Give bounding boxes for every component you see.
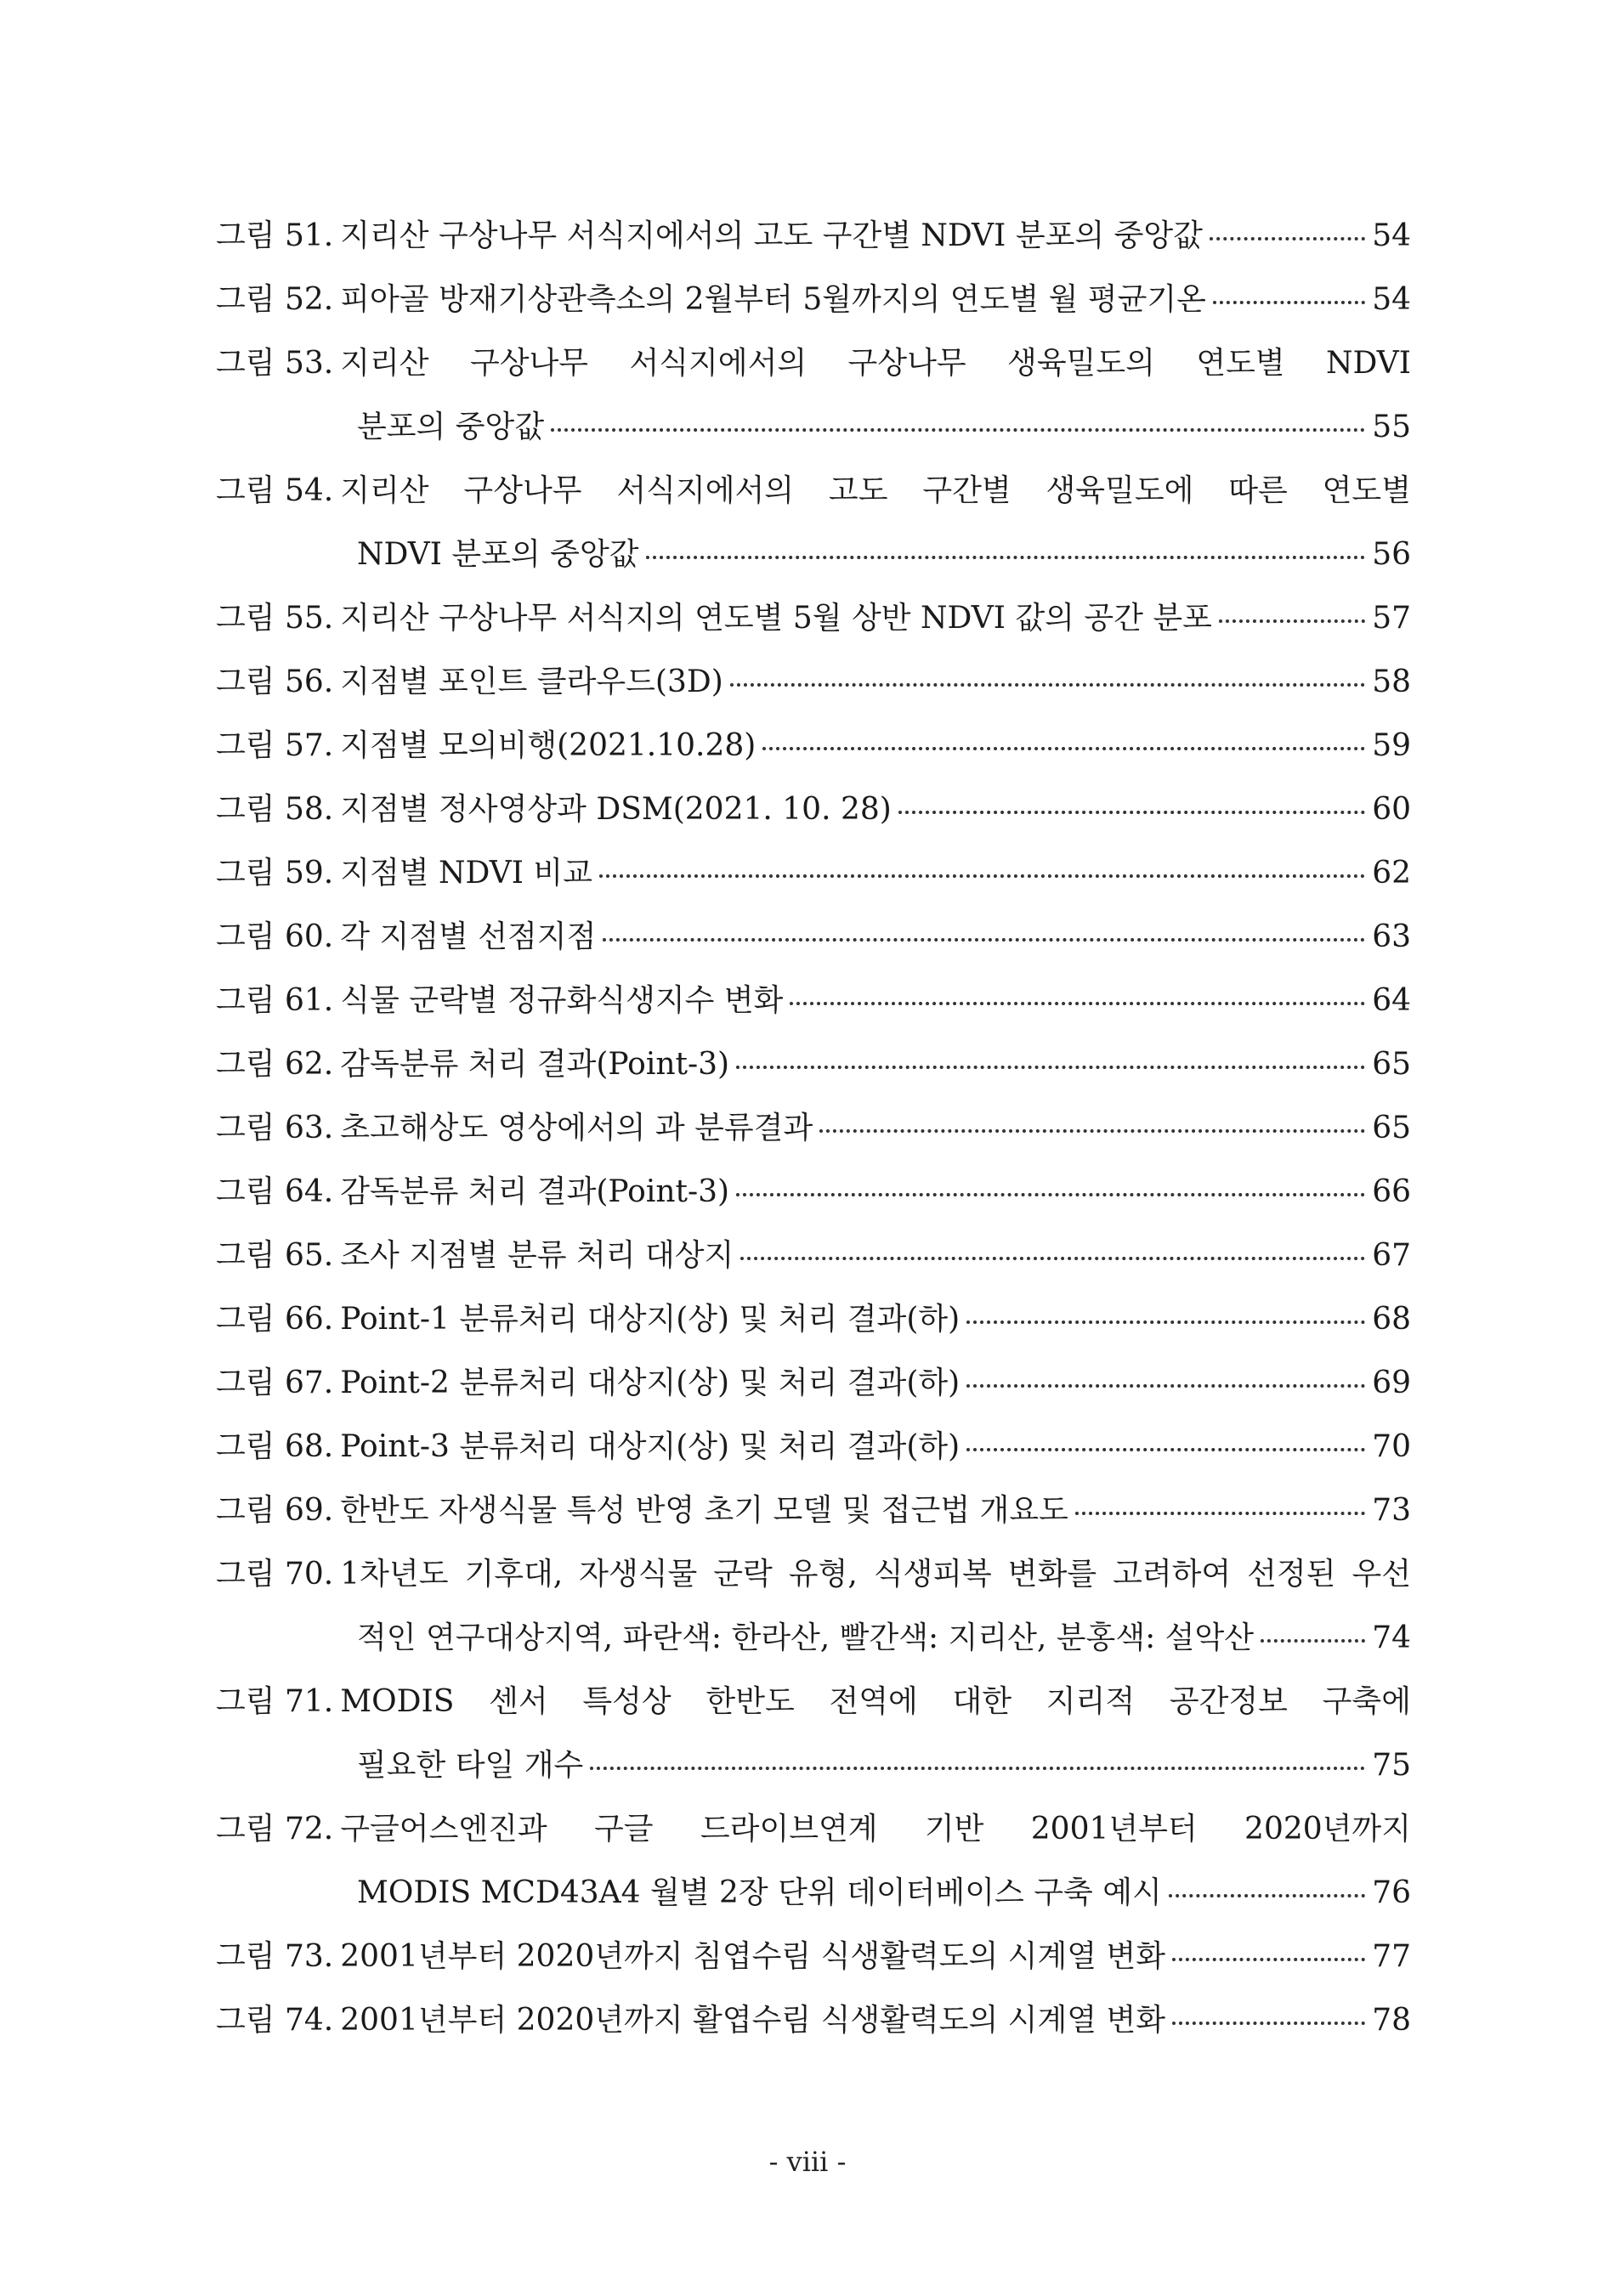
page-reference: 69: [1372, 1366, 1411, 1400]
figure-title: 1차년도 기후대, 자생식물 군락 유형, 식생피복 변화를 고려하여 선정된 우선: [340, 1557, 1411, 1592]
page-reference: 64: [1372, 983, 1411, 1018]
figure-number: 그림 74.: [216, 2003, 334, 2038]
figure-entry: [216, 650, 1411, 714]
figure-entry: [216, 1479, 1411, 1542]
figure-number: 그림 54.: [216, 473, 334, 508]
dot-leader: [551, 428, 1365, 432]
figure-number: 그림 62.: [216, 1047, 334, 1082]
page-reference: 75: [1372, 1748, 1411, 1783]
figure-entry: [216, 714, 1411, 778]
figure-title: MODIS MCD43A4 월별 2장 단위 데이터베이스 구축 예시: [357, 1875, 1162, 1910]
page-reference: 76: [1372, 1875, 1411, 1910]
page-reference: 56: [1372, 537, 1411, 572]
figure-number: 그림 63.: [216, 1111, 334, 1145]
dot-leader: [819, 1129, 1365, 1133]
dot-leader: [762, 747, 1365, 750]
dot-leader: [1172, 1958, 1365, 1961]
figure-entry: [216, 1415, 1411, 1479]
figure-entry: [216, 523, 1411, 586]
figure-entry: [216, 969, 1411, 1032]
figure-title: MODIS 센서 특성상 한반도 전역에 대한 지리적 공간정보 구축에: [340, 1684, 1411, 1719]
page-reference: 67: [1372, 1238, 1411, 1273]
figure-title: 감독분류 처리 결과(Point-3): [340, 1047, 730, 1082]
figure-number: 그림 58.: [216, 792, 334, 827]
figure-entry: [216, 1670, 1411, 1733]
figure-title: 초고해상도 영상에서의 과 분류결과: [340, 1111, 813, 1145]
page-reference: 58: [1372, 664, 1411, 699]
figure-entry: [216, 778, 1411, 841]
figure-entry: [216, 268, 1411, 331]
figure-title: 구글어스엔진과 구글 드라이브연계 기반 2001년부터 2020년까지: [340, 1812, 1411, 1846]
figure-entry: [216, 1287, 1411, 1351]
figure-title: NDVI 분포의 중앙값: [357, 537, 639, 572]
page-reference: 70: [1372, 1429, 1411, 1464]
figure-number: 그림 56.: [216, 664, 334, 699]
figure-entry: [216, 1797, 1411, 1861]
figure-number: 그림 71.: [216, 1684, 334, 1719]
figure-number: 그림 64.: [216, 1174, 334, 1209]
figure-number: 그림 72.: [216, 1812, 334, 1846]
figure-number: 그림 53.: [216, 346, 334, 381]
figure-entry: [216, 1606, 1411, 1670]
figure-title: 피아골 방재기상관측소의 2월부터 5월까지의 연도별 월 평균기온: [340, 282, 1206, 317]
figure-title: 감독분류 처리 결과(Point-3): [340, 1174, 730, 1209]
figure-title: Point-2 분류처리 대상지(상) 및 처리 결과(하): [340, 1366, 960, 1400]
dot-leader: [966, 1384, 1365, 1388]
figure-entry: [216, 1160, 1411, 1224]
dot-leader: [1172, 2022, 1365, 2025]
figure-number: 그림 69.: [216, 1493, 334, 1528]
figure-entry: [216, 586, 1411, 650]
figure-entry: [216, 1542, 1411, 1606]
page-reference: 73: [1372, 1493, 1411, 1528]
figure-entry: [216, 1032, 1411, 1096]
dot-leader: [603, 938, 1365, 942]
figure-title: 지리산 구상나무 서식지의 연도별 5월 상반 NDVI 값의 공간 분포: [340, 601, 1212, 636]
figure-entry: [216, 459, 1411, 523]
figure-number: 그림 52.: [216, 282, 334, 317]
figure-title: 한반도 자생식물 특성 반영 초기 모델 및 접근법 개요도: [340, 1493, 1068, 1528]
dot-leader: [1213, 301, 1365, 304]
figure-title: 2001년부터 2020년까지 활엽수림 식생활력도의 시계열 변화: [340, 2003, 1165, 2038]
figure-number: 그림 66.: [216, 1302, 334, 1337]
figure-title: 지점별 NDVI 비교: [340, 856, 592, 891]
figure-number: 그림 51.: [216, 218, 334, 253]
dot-leader: [1261, 1639, 1365, 1643]
dot-leader: [1219, 619, 1365, 623]
figure-entry: [216, 331, 1411, 395]
figure-number: 그림 59.: [216, 856, 334, 891]
figure-entry: [216, 841, 1411, 905]
figure-entry: [216, 1224, 1411, 1287]
figure-title: 적인 연구대상지역, 파란색: 한라산, 빨간색: 지리산, 분홍색: 설악산: [357, 1620, 1254, 1655]
figure-title: Point-3 분류처리 대상지(상) 및 처리 결과(하): [340, 1429, 960, 1464]
figure-title: 지점별 모의비행(2021.10.28): [340, 728, 756, 763]
dot-leader: [736, 1193, 1365, 1196]
figure-entry: [216, 1096, 1411, 1160]
figure-entry: [216, 1988, 1411, 2052]
figure-title: 지리산 구상나무 서식지에서의 고도 구간별 NDVI 분포의 중앙값: [340, 218, 1203, 253]
dot-leader: [1075, 1512, 1365, 1515]
figure-title: Point-1 분류처리 대상지(상) 및 처리 결과(하): [340, 1302, 960, 1337]
page-reference: 74: [1372, 1620, 1411, 1655]
figure-number: 그림 60.: [216, 919, 334, 954]
figure-number: 그림 73.: [216, 1939, 334, 1974]
figure-title: 분포의 중앙값: [357, 410, 545, 444]
figure-title: 필요한 타일 개수: [357, 1748, 584, 1783]
dot-leader: [590, 1767, 1365, 1770]
figure-entry: [216, 1925, 1411, 1988]
page-reference: 63: [1372, 919, 1411, 954]
page-reference: 68: [1372, 1302, 1411, 1337]
page-reference: 66: [1372, 1174, 1411, 1209]
dot-leader: [1169, 1894, 1365, 1897]
figure-title: 식물 군락별 정규화식생지수 변화: [340, 983, 784, 1018]
page-reference: 65: [1372, 1111, 1411, 1145]
page-reference: 78: [1372, 2003, 1411, 2038]
page-number-footer: - viii -: [768, 2146, 847, 2178]
page-reference: 62: [1372, 856, 1411, 891]
dot-leader: [730, 683, 1365, 687]
figure-number: 그림 65.: [216, 1238, 334, 1273]
dot-leader: [646, 556, 1366, 559]
figure-entry: [216, 1861, 1411, 1925]
figure-title: 지리산 구상나무 서식지에서의 구상나무 생육밀도의 연도별 NDVI: [340, 346, 1411, 381]
page-reference: 55: [1372, 410, 1411, 444]
figure-number: 그림 67.: [216, 1366, 334, 1400]
figure-number: 그림 68.: [216, 1429, 334, 1464]
figure-entry: [216, 395, 1411, 459]
dot-leader: [740, 1257, 1365, 1260]
figure-title: 지점별 포인트 클라우드(3D): [340, 664, 723, 699]
figure-number: 그림 61.: [216, 983, 334, 1018]
page-reference: 60: [1372, 792, 1411, 827]
dot-leader: [1210, 237, 1365, 240]
page-reference: 54: [1372, 282, 1411, 317]
dot-leader: [599, 874, 1365, 878]
dot-leader: [736, 1066, 1365, 1069]
dot-leader: [790, 1002, 1365, 1005]
dot-leader: [898, 811, 1365, 814]
figure-entry: [216, 905, 1411, 969]
figure-title: 조사 지점별 분류 처리 대상지: [340, 1238, 734, 1273]
figure-title: 지점별 정사영상과 DSM(2021. 10. 28): [340, 792, 892, 827]
page-reference: 65: [1372, 1047, 1411, 1082]
figure-number: 그림 57.: [216, 728, 334, 763]
figure-number: 그림 70.: [216, 1557, 334, 1592]
dot-leader: [966, 1320, 1365, 1324]
page-reference: 77: [1372, 1939, 1411, 1974]
figure-entry: [216, 1733, 1411, 1797]
figure-entry: [216, 204, 1411, 268]
figure-list: [216, 204, 1411, 2052]
figure-entry: [216, 1351, 1411, 1415]
figure-title: 2001년부터 2020년까지 침엽수림 식생활력도의 시계열 변화: [340, 1939, 1165, 1974]
figure-title: 지리산 구상나무 서식지에서의 고도 구간별 생육밀도에 따른 연도별: [340, 473, 1411, 508]
page-reference: 54: [1372, 218, 1411, 253]
page-reference: 57: [1372, 601, 1411, 636]
dot-leader: [966, 1448, 1365, 1451]
figure-title: 각 지점별 선점지점: [340, 919, 597, 954]
figure-number: 그림 55.: [216, 601, 334, 636]
page-reference: 59: [1372, 728, 1411, 763]
